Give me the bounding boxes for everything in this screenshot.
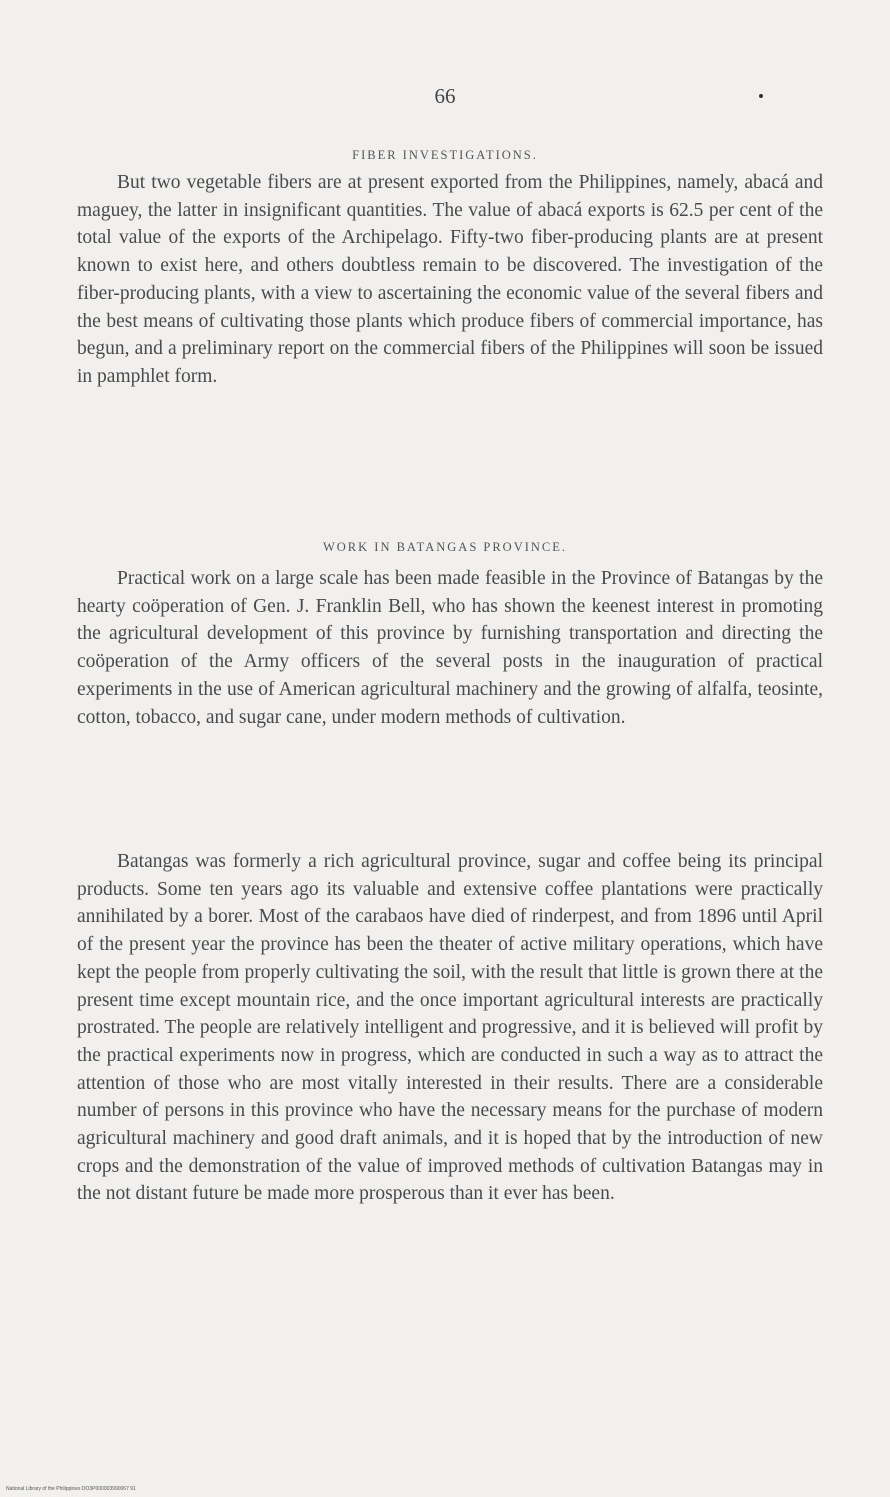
paragraph-fiber: But two vegetable fibers are at present exported from the Philippines, namely, abacá and maguey, the latter in insignificant quantities. The value of abacá exports is 62.5 per cent of the total value of the exports of the Archipelago. Fifty-two fiber-producing plants are at present known to exist here, and others doubtless remain to be discovered. The investigation of the fiber-producing plants, with a view to ascertaining the economic value of the several fibers and the best means of cultivating those plants which produce fibers of commercial importance, has begun, and a preliminary report on the commercial fibers of the Philippines will soon be issued in pamphlet form. (77, 172, 823, 387)
ink-speck (759, 94, 763, 98)
paragraph-batangas-2: Batangas was formerly a rich agricultural province, sugar and coffee being its principal products. Some ten years ago its valuable and extensive coffee plantations were practically annihilated by a borer. Most of the carabaos have died of rinderpest, and from 1896 until April of the present year the province has been the theater of active military operations, which have kept the people from properly cultivating the soil, with the result that little is grown there at the present time except mountain rice, and the once important agricultural interests are practically prostrated. The people are relatively intelligent and progressive, and it is believed will profit by the practical experiments now in progress, which are conducted in such a way as to attract the attention of those who are most vitally interested in their results. There are a considerable number of persons in this province who have the necessary means for the purchase of modern agricultural machinery and good draft animals, and it is hoped that by the introduction of new crops and the demonstration of the value of improved methods of cultivation Batangas may in the not distant future be made more prosperous than it ever has been. (77, 851, 823, 1205)
scan-footer: National Library of the Philippines DO3P000003990067 91 (6, 1486, 136, 1492)
section-heading-fiber: FIBER INVESTIGATIONS. (352, 148, 538, 162)
section-heading-batangas: WORK IN BATANGAS PROVINCE. (322, 540, 568, 554)
paragraph-batangas-1: Practical work on a large scale has been made feasible in the Province of Batangas by the hearty coöperation of Gen. J. Franklin Bell, who has shown the keenest interest in promoting the agricultural development of this province by furnishing transportation and directing the coöperation of the Army officers of the several posts in the inauguration of practical experiments in the use of American agricultural machinery and the growing of alfalfa, teosinte, cotton, tobacco, and sugar cane, under modern methods of cultivation. (77, 568, 823, 728)
page-number: 66 (434, 84, 456, 108)
